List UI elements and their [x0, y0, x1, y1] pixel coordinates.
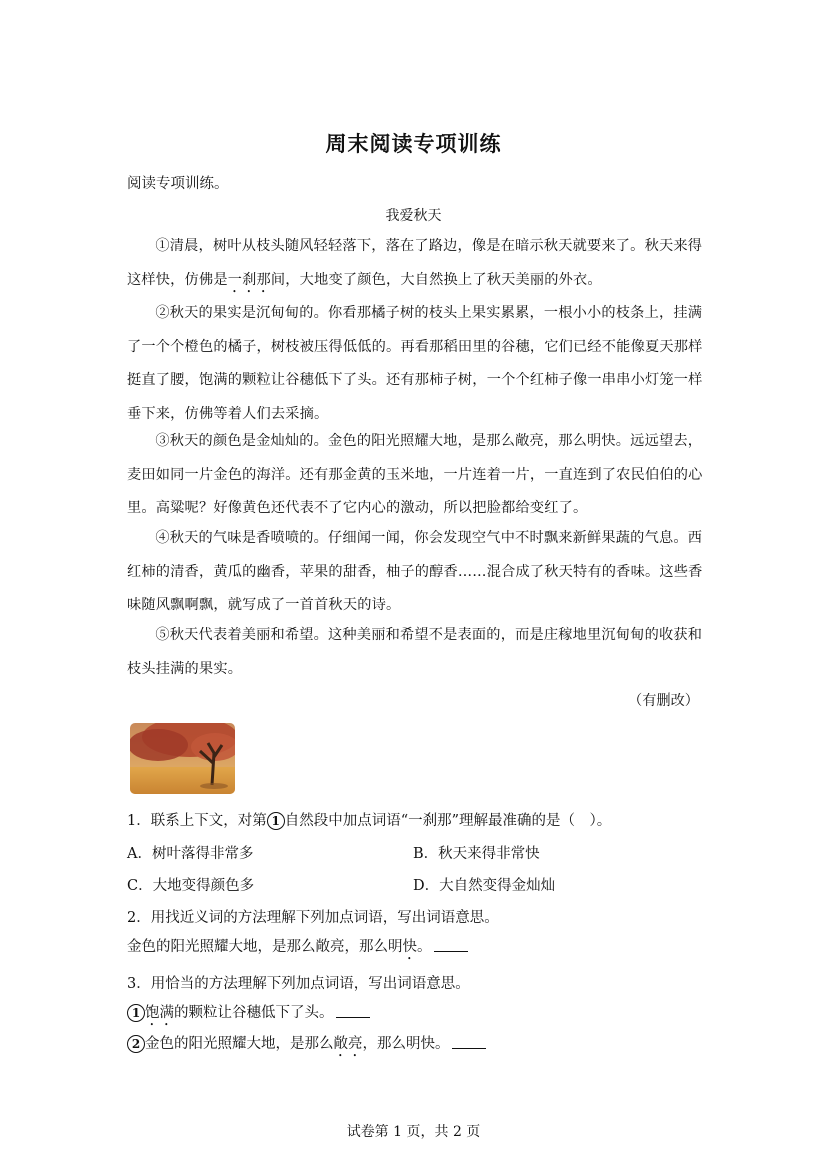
passage-title: 我爱秋天 [385, 208, 442, 224]
question-3: 3．用恰当的方法理解下列加点词语，写出词语意思。 [127, 976, 470, 992]
dotted-word: 敞亮 [333, 1036, 363, 1052]
page-title: 周末阅读专项训练 [325, 131, 502, 156]
option-d[interactable]: D．大自然变得金灿灿 [413, 878, 556, 894]
option-a[interactable]: A．树叶落得非常多 [127, 846, 254, 862]
circled-number: 1 [267, 812, 285, 830]
page-footer: 试卷第 1 页，共 2 页 [346, 1124, 481, 1140]
answer-blank[interactable] [434, 937, 468, 952]
paragraph-1: ①清晨，树叶从枝头随风轻轻落下，落在了路边，像是在暗示秋天就要来了。秋天来得这样快，仿佛是一刹那间，大地变了颜色，大自然换上了秋天美丽的外衣。 [127, 238, 703, 288]
paragraph-4: ④秋天的气味是香喷喷的。仔细闻一闻，你会发现空气中不时飘来新鲜果蔬的气息。西红柿的清香，黄瓜的幽香，苹果的甜香，柚子的醇香……混合成了秋天特有的香味。这些香味随风飘啊飘，就写成了一首首秋天的诗。 [127, 530, 703, 613]
circled-number: 2 [127, 1035, 145, 1053]
dotted-word: 一刹那 [227, 271, 271, 288]
source-note: （有删改） [628, 693, 699, 709]
option-c[interactable]: C．大地变得颜色多 [127, 878, 255, 894]
question-2: 2．用找近义词的方法理解下列加点词语，写出词语意思。 [127, 910, 499, 926]
intro-text: 阅读专项训练。 [127, 176, 229, 192]
question-2-sentence: 金色的阳光照耀大地，是那么敞亮，那么明快。 [127, 937, 468, 963]
answer-blank[interactable] [452, 1034, 486, 1049]
question-3-item-1: 1 饱满的颗粒让谷穗低下了头。 [127, 1003, 370, 1029]
question-3-item-2: 2 金色的阳光照耀大地，是那么敞亮，那么明快。 [127, 1034, 486, 1060]
autumn-tree-photo [130, 723, 235, 794]
dotted-word: 快 [402, 939, 417, 955]
paragraph-3: ③秋天的颜色是金灿灿的。金色的阳光照耀大地，是那么敞亮，那么明快。远远望去，麦田如同一片金色的海洋。还有那金黄的玉米地，一片连着一片，一直连到了农民伯伯的心里。高粱呢？好像黄色还代表不了它内心的激动，所以把脸都给变红了。 [127, 433, 703, 516]
circled-number: 1 [127, 1004, 145, 1022]
question-1: 1．联系上下文，对第 1 自然段中加点词语“一刹那”理解最准确的是（ ）。 [127, 813, 612, 829]
paragraph-2: ②秋天的果实是沉甸甸的。你看那橘子树的枝头上果实累累，一根小小的枝条上，挂满了一个个橙色的橘子，树枝被压得低低的。再看那稻田里的谷穗，它们已经不能像夏天那样挺直了腰，饱满的颗粒让谷穗低下了头。还有那柿子树，一个个红柿子像一串串小灯笼一样垂下来，仿佛等着人们去采摘。 [127, 305, 703, 422]
dotted-word: 饱满 [145, 1005, 174, 1021]
answer-blank[interactable] [336, 1003, 370, 1018]
option-b[interactable]: B．秋天来得非常快 [413, 846, 540, 862]
paragraph-5: ⑤秋天代表着美丽和希望。这种美丽和希望不是表面的，而是庄稼地里沉甸甸的收获和枝头挂满的果实。 [127, 627, 703, 677]
